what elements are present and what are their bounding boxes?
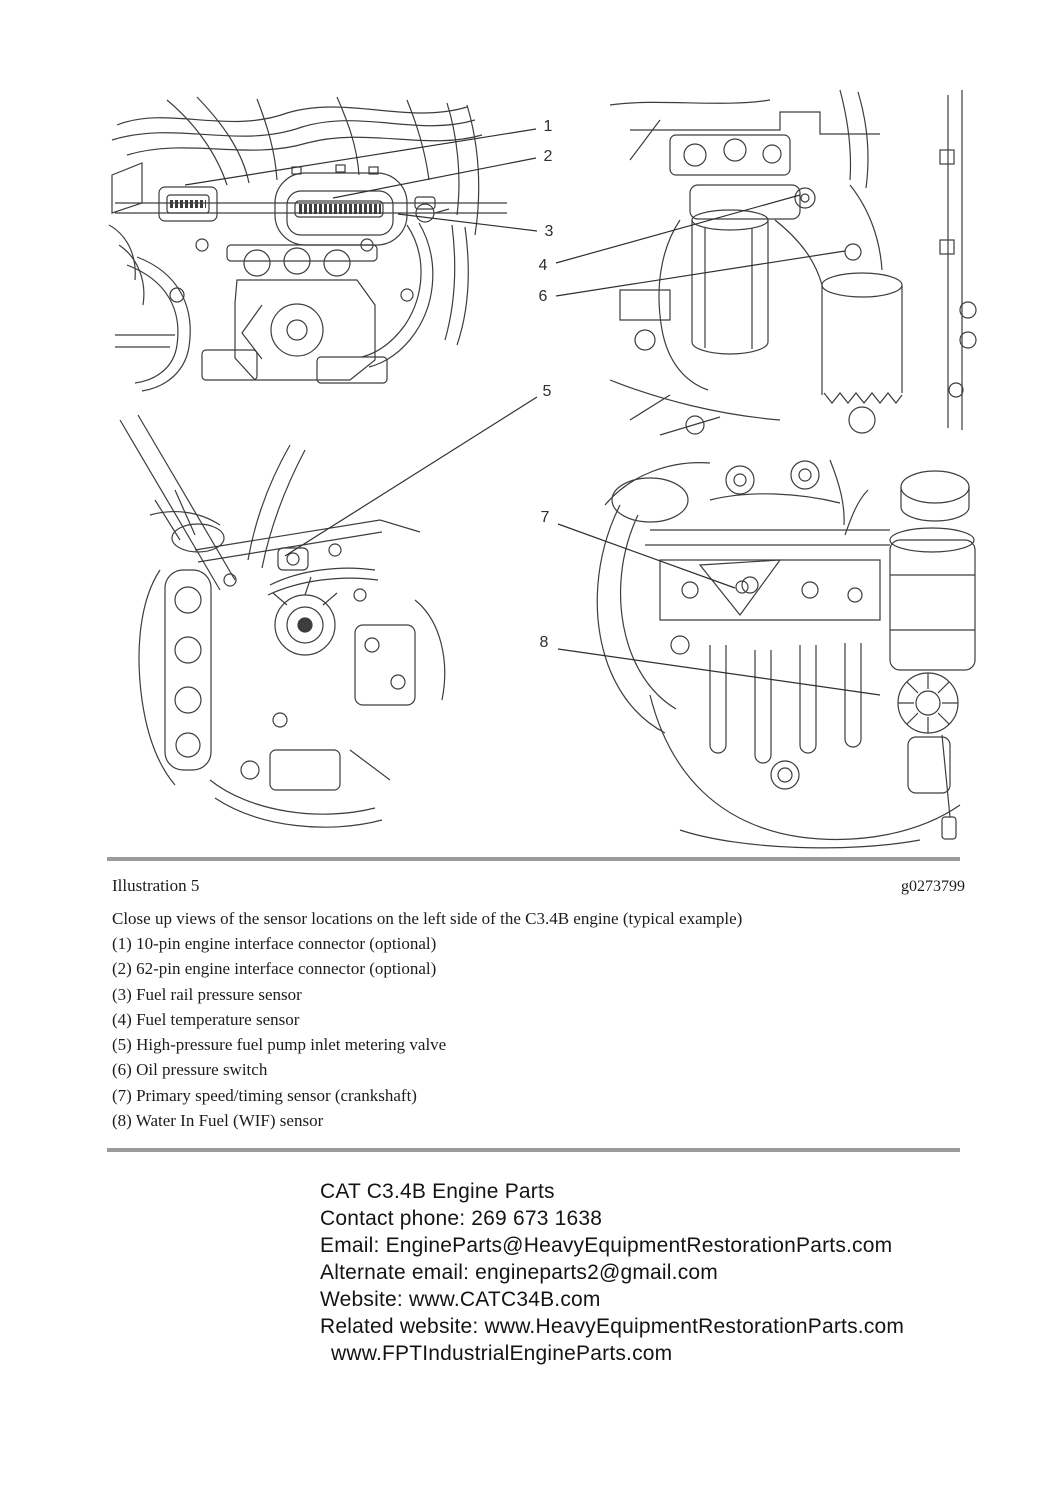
figure-id: g0273799 [901, 878, 965, 895]
callout-8: 8 [539, 634, 549, 651]
divider-top [107, 857, 960, 861]
legend-item: (4) Fuel temperature sensor [112, 1009, 300, 1029]
callout-6: 6 [538, 288, 548, 305]
illustration-label: Illustration 5 [112, 876, 200, 895]
legend-item: (5) High-pressure fuel pump inlet metering valve [112, 1035, 447, 1055]
legend-item: (6) Oil pressure switch [112, 1060, 268, 1080]
callout-2: 2 [543, 148, 553, 165]
callout-1: 1 [543, 118, 553, 135]
contact-website: Website: www.CATC34B.com [320, 1288, 601, 1311]
contact-related-website-2: www.FPTIndustrialEngineParts.com [331, 1342, 673, 1365]
contact-info [320, 1178, 1020, 1367]
legend-item: (1) 10-pin engine interface connector (optional) [112, 934, 437, 953]
contact-phone: Contact phone: 269 673 1638 [320, 1207, 603, 1230]
legend-item: (7) Primary speed/timing sensor (crankshaft) [112, 1085, 417, 1105]
panel-bottom-right-engine-view [597, 460, 975, 848]
callout-7: 7 [540, 509, 550, 526]
contact-related-website: Related website: www.HeavyEquipmentRestorationParts.com [320, 1315, 905, 1338]
contact-alternate-email: Alternate email: engineparts2@gmail.com [320, 1261, 718, 1284]
panel-top-right-engine-view [610, 90, 976, 435]
panel-bottom-left-engine-view [120, 415, 445, 827]
divider-bottom [107, 1148, 960, 1152]
legend-list [112, 931, 972, 1133]
contact-email: Email: EngineParts@HeavyEquipmentRestorationParts.com [320, 1234, 893, 1257]
legend-item: (2) 62-pin engine interface connector (optional) [112, 959, 437, 979]
callout-4: 4 [538, 257, 548, 274]
callout-leader-lines [185, 129, 880, 695]
legend-item: (3) Fuel rail pressure sensor [112, 984, 302, 1004]
callout-3: 3 [544, 223, 554, 240]
panel-top-left-engine-view [109, 97, 507, 391]
illustration-caption: Close up views of the sensor locations on the left side of the C3.4B engine (typical example) [112, 909, 743, 928]
contact-company: CAT C3.4B Engine Parts [320, 1180, 555, 1203]
legend-item: (8) Water In Fuel (WIF) sensor [112, 1111, 324, 1131]
callout-5: 5 [542, 383, 552, 400]
